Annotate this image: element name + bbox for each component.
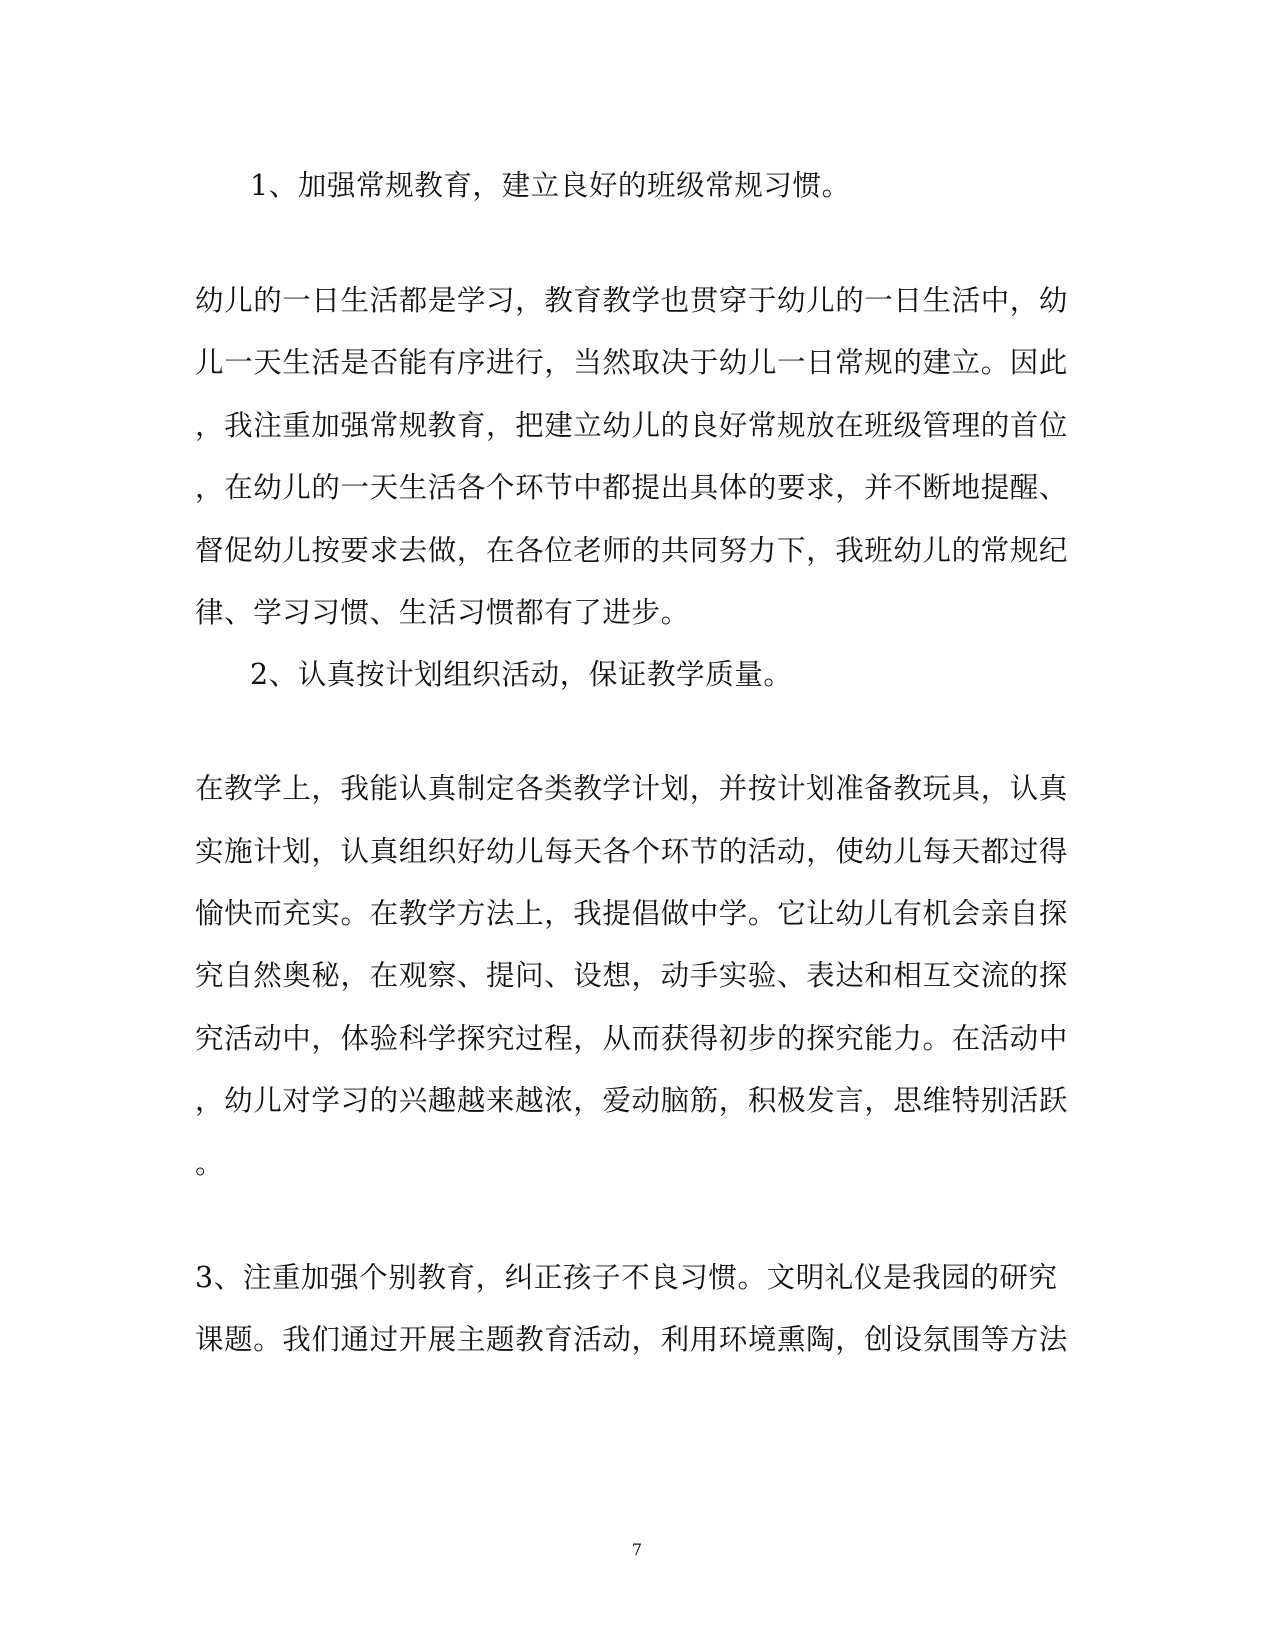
paragraph-3-line-2: 课题。我们通过开展主题教育活动，利用环境熏陶，创设氛围等方法	[195, 1323, 1069, 1356]
paragraph-1-line-3: ，我注重加强常规教育，把建立幼儿的良好常规放在班级管理的首位	[195, 409, 1069, 442]
paragraph-2-line-3: 愉快而充实。在教学方法上，我提倡做中学。它让幼儿有机会亲自探	[195, 897, 1069, 930]
paragraph-2-line-1: 在教学上，我能认真制定各类教学计划，并按计划准备教玩具，认真	[195, 772, 1069, 805]
paragraph-1-line-5: 督促幼儿按要求去做，在各位老师的共同努力下，我班幼儿的常规纪	[195, 534, 1069, 567]
paragraph-2-line-4: 究自然奥秘，在观察、提问、设想，动手实验、表达和相互交流的探	[195, 959, 1069, 992]
paragraph-2-line-7: 。	[195, 1147, 225, 1180]
heading-2: 2、认真按计划组织活动，保证教学质量。	[250, 658, 793, 691]
paragraph-3-line-1: 3、注重加强个别教育，纠正孩子不良习惯。文明礼仪是我园的研究	[195, 1261, 1058, 1294]
heading-1: 1、加强常规教育，建立良好的班级常规习惯。	[250, 169, 851, 202]
page-number: 7	[631, 1540, 643, 1559]
paragraph-2-line-6: ，幼儿对学习的兴趣越来越浓，爱动脑筋，积极发言，思维特别活跃	[195, 1084, 1069, 1117]
paragraph-2-line-2: 实施计划，认真组织好幼儿每天各个环节的活动，使幼儿每天都过得	[195, 835, 1069, 868]
paragraph-1-line-2: 儿一天生活是否能有序进行，当然取决于幼儿一日常规的建立。因此	[195, 346, 1069, 379]
paragraph-2-line-5: 究活动中，体验科学探究过程，从而获得初步的探究能力。在活动中	[195, 1022, 1069, 1055]
paragraph-1-line-6: 律、学习习惯、生活习惯都有了进步。	[195, 596, 690, 629]
paragraph-1-line-1: 幼儿的一日生活都是学习，教育教学也贯穿于幼儿的一日生活中，幼	[195, 284, 1069, 317]
paragraph-1-line-4: ，在幼儿的一天生活各个环节中都提出具体的要求，并不断地提醒、	[195, 471, 1069, 504]
